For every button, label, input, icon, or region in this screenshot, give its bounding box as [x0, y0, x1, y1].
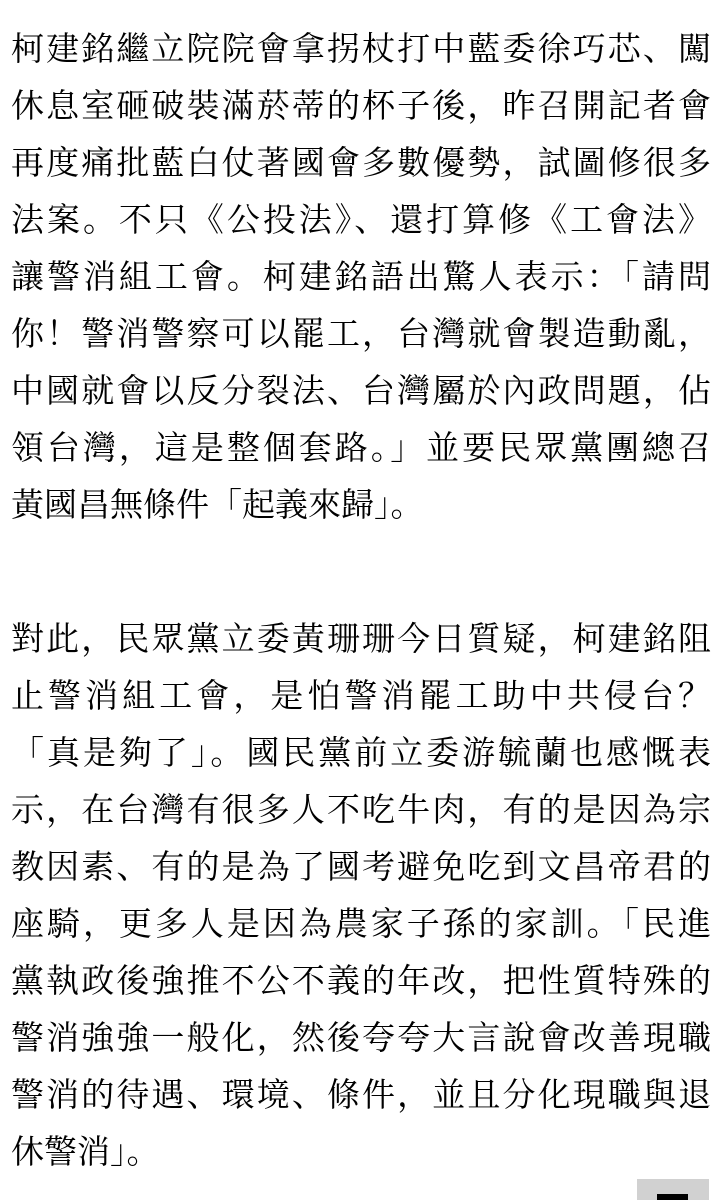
article-paragraph: [11, 610, 711, 1180]
text-line: 你！警消警察可以罷工，台灣就會製造動亂，: [11, 315, 711, 352]
text-line: 座騎，更多人是因為農家子孫的家訓。「民進: [11, 905, 711, 942]
text-line: 黨執政後強推不公不義的年改，把性質特殊的: [11, 962, 711, 999]
text-line: 讓警消組工會。柯建銘語出驚人表示：「請問: [11, 258, 711, 295]
text-line: 中國就會以反分裂法、台灣屬於內政問題，佔: [11, 372, 711, 409]
text-line: 休息室砸破裝滿菸蒂的杯子後，昨召開記者會: [11, 87, 711, 124]
text-line: 休警消」。: [11, 1133, 160, 1170]
text-line: 法案。不只《公投法》、還打算修《工會法》: [11, 201, 711, 238]
article-paragraph: [11, 20, 711, 533]
text-line: 警消強強一般化，然後夸夸大言說會改善現職: [11, 1019, 711, 1056]
floating-action-button[interactable]: [637, 1179, 709, 1200]
text-line: 對此，民眾黨立委黃珊珊今日質疑，柯建銘阻: [11, 620, 711, 657]
text-line: 警消的待遇、環境、條件，並且分化現職與退: [11, 1076, 711, 1113]
text-line: 再度痛批藍白仗著國會多數優勢，試圖修很多: [11, 144, 711, 181]
text-line: 止警消組工會，是怕警消罷工助中共侵台？: [11, 677, 711, 714]
text-line: 教因素、有的是為了國考避免吃到文昌帝君的: [11, 848, 711, 885]
text-line: 柯建銘繼立院院會拿拐杖打中藍委徐巧芯、闖: [11, 30, 711, 67]
text-line: 領台灣，這是整個套路。」並要民眾黨團總召: [11, 429, 711, 466]
text-line: 黃國昌無條件「起義來歸」。: [11, 486, 424, 523]
text-line: 「真是夠了」。國民黨前立委游毓蘭也感慨表: [11, 734, 711, 771]
partial-glyph-icon: [657, 1194, 688, 1200]
text-line: 示，在台灣有很多人不吃牛肉，有的是因為宗: [11, 791, 711, 828]
